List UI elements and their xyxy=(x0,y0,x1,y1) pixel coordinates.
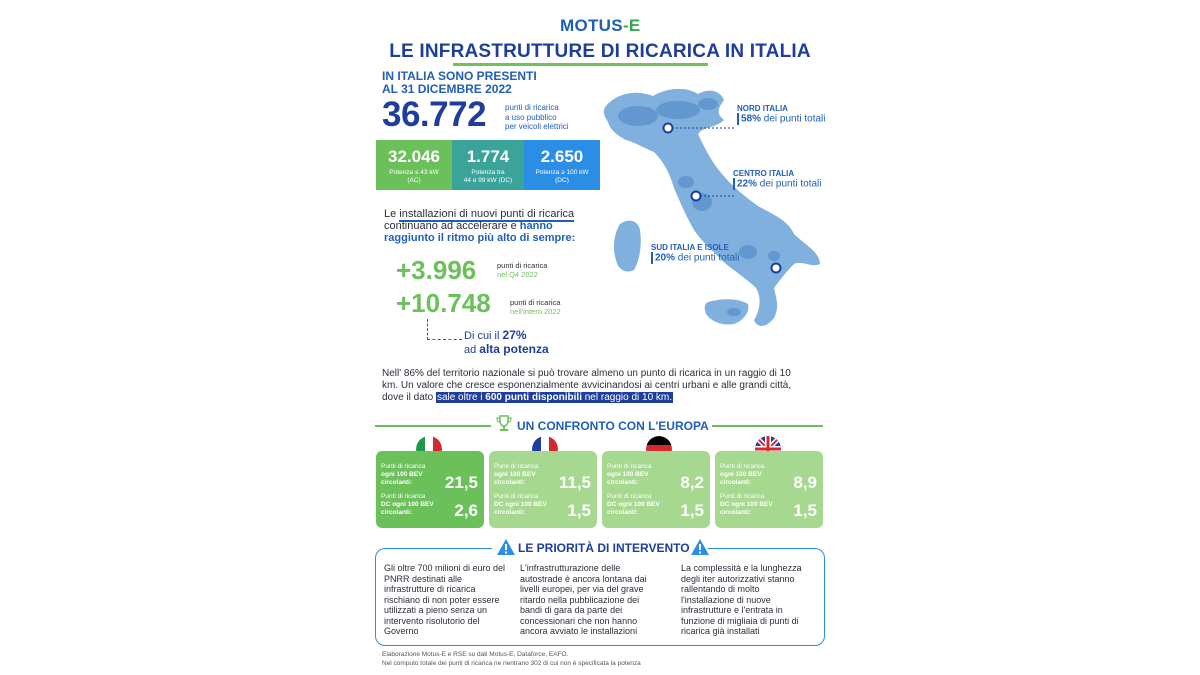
country-card-uk xyxy=(715,451,823,528)
centro-marker xyxy=(692,192,701,201)
card-label: Punti di ricarica xyxy=(494,463,539,470)
power-box-value: 32.046 xyxy=(388,147,440,166)
warning-icon-right xyxy=(690,538,710,556)
installs-text xyxy=(384,208,594,244)
total-desc-3: per veicoli elettrici xyxy=(505,122,569,131)
power-box-desc: Potenza ≤ 43 kW xyxy=(389,169,439,176)
priorities-title: LE PRIORITÀ DI INTERVENTO xyxy=(518,541,690,555)
power-box-ac xyxy=(376,140,452,190)
region-nord-name: NORD ITALIA xyxy=(737,104,788,113)
priority-iter: La complessità e la lunghezza degli iter autorizzativi stanno rallentando di molto l'installazione di nuove infrastrutture e l'entrata in funzione di migliaia di punti di ricarica già installati xyxy=(681,563,802,636)
trophy-icon xyxy=(496,415,512,433)
installs-t5: : xyxy=(571,232,576,244)
country-card-france xyxy=(489,451,597,528)
footer-source xyxy=(382,651,641,668)
installs-t2: installazioni di nuovi punti di ricarica xyxy=(399,208,575,220)
para-h2: nel raggio di 10 km. xyxy=(581,392,673,403)
growth-q4-d2: nel Q4 2022 xyxy=(497,270,538,279)
card-value-1: 8,9 xyxy=(793,473,817,492)
card-label: Punti di ricarica xyxy=(607,463,652,470)
sardinia xyxy=(614,221,641,272)
card-value-1: 8,2 xyxy=(680,473,704,492)
high-power-share xyxy=(464,329,549,357)
intro-line1: IN ITALIA SONO PRESENTI xyxy=(382,69,537,83)
power-box-desc2: 44 e 99 kW (DC) xyxy=(463,177,513,184)
title-underline xyxy=(453,63,708,66)
region-centro-pct: 22% xyxy=(737,178,758,190)
sicily xyxy=(705,299,749,324)
para-h1: sale oltre i xyxy=(436,392,486,403)
warning-icon-left xyxy=(496,538,516,556)
region-sud xyxy=(651,243,740,264)
card-value-2: 1,5 xyxy=(567,501,591,520)
page-title xyxy=(0,41,1200,63)
confronto-title: UN CONFRONTO CON L'EUROPA xyxy=(517,419,709,433)
title-part1: LE xyxy=(389,41,420,62)
dashed-connector xyxy=(427,319,462,340)
power-box-desc: Potenza ≥ 100 kW xyxy=(535,169,589,176)
priority-autostrade: L'infrastrutturazione delle autostrade è ancora lontana dai livelli europei, per via del grave ritardo nella pubblicazione dei bandi di gara da parte dei concessionari che non hanno ancora avviato le installazioni xyxy=(520,563,647,636)
intro-text xyxy=(382,70,537,96)
card-label: Punti di ricarica xyxy=(607,493,652,500)
card-label-bold: DC ogni 100 BEV circolanti: xyxy=(494,501,547,516)
total-desc-2: a uso pubblico xyxy=(505,112,557,122)
region-sud-name: SUD ITALIA E ISOLE xyxy=(651,243,729,252)
growth-year-value: +10.748 xyxy=(396,288,491,318)
power-box-desc: Potenza tra xyxy=(471,169,505,176)
power-box-desc2: (AC) xyxy=(407,177,421,184)
card-value-2: 2,6 xyxy=(454,501,478,520)
card-label: Punti di ricarica xyxy=(720,463,765,470)
region-centro-rest: dei punti totali xyxy=(757,178,822,190)
alta-pct: 27% xyxy=(502,328,527,342)
nord-marker xyxy=(664,124,673,133)
card-label: Punti di ricarica xyxy=(720,493,765,500)
para-highlight xyxy=(436,392,673,403)
growth-q4-desc xyxy=(497,261,547,279)
card-label-bold: DC ogni 100 BEV circolanti: xyxy=(381,501,434,516)
logo-accent: -E xyxy=(622,16,641,35)
card-label: Punti di ricarica xyxy=(381,493,426,500)
installs-t3: continuano ad accelerare e xyxy=(384,220,520,232)
card-label-bold: ogni 100 BEV circolanti: xyxy=(607,471,649,486)
region-sud-rest: dei punti totali xyxy=(675,252,740,264)
para-text: Nell' 86% del territorio nazionale si può trovare almeno un punto di ricarica in un raggio di 10 km. Un valore che cresce esponenzialmente avvicinandosi ai centri urbani e alle grandi città, dove il dato xyxy=(382,368,792,403)
growth-year-d1: punti di ricarica xyxy=(510,298,561,307)
card-label-bold: DC ogni 100 BEV circolanti: xyxy=(607,501,660,516)
card-label-bold: ogni 100 BEV circolanti: xyxy=(381,471,423,486)
power-box-dc-mid xyxy=(452,140,524,190)
installs-t4: hanno raggiunto il ritmo più alto di sempre xyxy=(384,220,572,244)
sud-marker xyxy=(772,264,781,273)
footer-line1: Elaborazione Motus-E e RSE su dati Motus-E, Dataforce, EAFO. xyxy=(382,651,569,658)
logo-main: MOTUS xyxy=(560,16,623,35)
growth-year-d2: nell'intero 2022 xyxy=(510,307,561,316)
para-hb: 600 punti disponibili xyxy=(485,392,582,403)
intro-line2: AL 31 DICEMBRE 2022 xyxy=(382,82,512,96)
growth-q4-d1: punti di ricarica xyxy=(497,261,548,270)
alta-bold: alta potenza xyxy=(479,342,549,356)
card-value-1: 11,5 xyxy=(558,473,591,492)
footer-line2: Nel computo totale dei punti di ricarica ne rientrano 302 di cui non è specificata la potenza xyxy=(382,659,641,667)
card-value-2: 1,5 xyxy=(680,501,704,520)
region-nord-rest: dei punti totali xyxy=(761,113,826,125)
region-centro xyxy=(733,169,822,190)
country-card-italy xyxy=(376,451,484,528)
alta-pre: Di cui il xyxy=(464,330,503,342)
card-value-2: 1,5 xyxy=(793,501,817,520)
power-box-desc2: (DC) xyxy=(555,177,569,184)
power-box-value: 2.650 xyxy=(540,147,584,166)
card-label: Punti di ricarica xyxy=(381,463,426,470)
power-box-value: 1.774 xyxy=(466,147,510,166)
region-nord xyxy=(737,104,826,125)
coverage-paragraph xyxy=(382,368,802,404)
card-label-bold: DC ogni 100 BEV circolanti: xyxy=(720,501,773,516)
total-points-value: 36.772 xyxy=(382,95,487,134)
growth-q4-value: +3.996 xyxy=(396,255,477,285)
alta-pre2: ad xyxy=(464,344,480,356)
title-part2: INFRASTRUTTURE DI RICARICA xyxy=(419,41,720,62)
card-label-bold: ogni 100 BEV circolanti: xyxy=(720,471,762,486)
region-centro-name: CENTRO ITALIA xyxy=(733,169,795,178)
priority-pnrr: Gli oltre 700 milioni di euro del PNRR destinati alle infrastrutture di ricarica rischiano di non poter essere utilizzati a pieno senza un intervento risolutorio del Governo xyxy=(384,563,506,636)
motus-e-logo xyxy=(560,16,641,36)
card-value-1: 21,5 xyxy=(444,473,478,492)
total-points-desc xyxy=(505,103,585,132)
total-desc-1: punti di ricarica xyxy=(505,103,559,112)
country-card-germany xyxy=(602,451,710,528)
installs-t1: Le xyxy=(384,208,400,220)
growth-year-desc xyxy=(510,298,561,316)
power-box-dc-high xyxy=(524,140,600,190)
region-nord-pct: 58% xyxy=(741,113,762,125)
title-part3: IN ITALIA xyxy=(719,41,811,62)
region-sud-pct: 20% xyxy=(655,252,676,264)
section-line-right xyxy=(712,425,823,427)
card-label: Punti di ricarica xyxy=(494,493,539,500)
card-label-bold: ogni 100 BEV circolanti: xyxy=(494,471,536,486)
section-line-left xyxy=(375,425,491,427)
